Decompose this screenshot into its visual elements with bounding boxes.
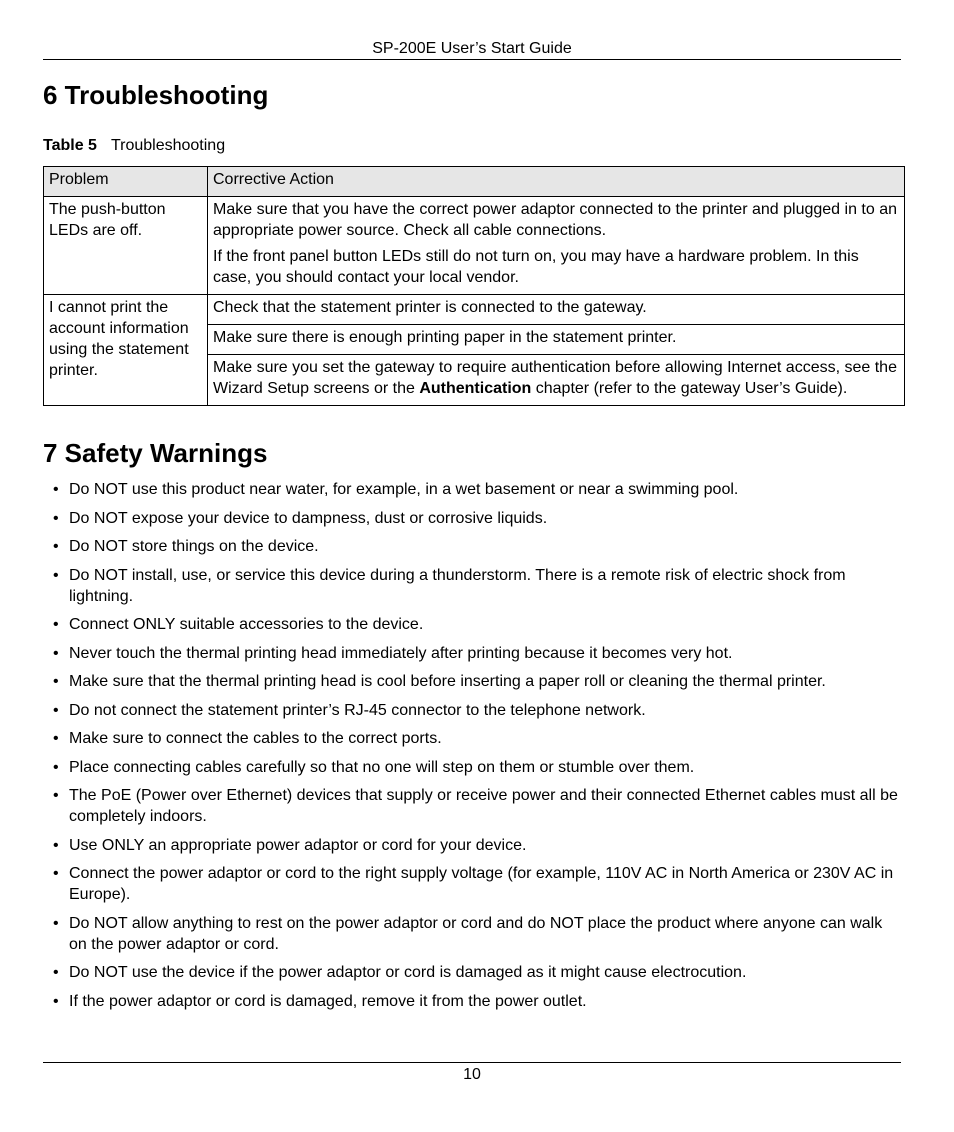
warning-text: Do NOT use this product near water, for example, in a wet basement or near a swimming pool. <box>69 481 739 498</box>
table-caption-text: Troubleshooting <box>110 137 226 154</box>
header-corrective-action: Corrective Action <box>208 167 905 197</box>
warning-text: If the power adaptor or cord is damaged, remove it from the power outlet. <box>69 992 587 1010</box>
list-item <box>43 835 903 856</box>
warning-text: Connect the power adaptor or cord to the right supply voltage (for example, 110V AC in North America or 230V AC in Europe). <box>69 865 894 903</box>
list-item <box>43 536 903 557</box>
page-number: 10 <box>463 1066 481 1083</box>
warning-text: Do NOT expose your device to dampness, dust or corrosive liquids. <box>69 509 548 527</box>
warning-text: Never touch the thermal printing head immediately after printing because it becomes very hot. <box>69 644 733 662</box>
running-header: SP-200E User’s Start Guide <box>372 40 572 57</box>
warning-text: Do NOT install, use, or service this device during a thunderstorm. There is a remote risk of electric shock from lightning. <box>69 566 846 605</box>
warning-text: Make sure to connect the cables to the correct ports. <box>69 730 442 747</box>
problem-cell: I cannot print the account information using the statement printer. <box>44 295 208 406</box>
bullet-icon: • <box>53 914 59 932</box>
bullet-icon: • <box>53 758 59 776</box>
bullet-icon: • <box>53 787 59 804</box>
list-item <box>43 863 903 905</box>
bullet-icon: • <box>53 616 59 633</box>
bullet-icon: • <box>53 509 59 527</box>
authentication-emphasis: Authentication <box>419 380 532 397</box>
header-rule <box>43 59 901 60</box>
list-item <box>43 671 903 692</box>
troubleshooting-table <box>43 166 905 406</box>
table-row <box>44 295 905 325</box>
action-cell: Make sure there is enough printing paper in the statement printer. <box>208 325 905 355</box>
bullet-icon: • <box>53 566 59 584</box>
bullet-icon: • <box>53 992 59 1010</box>
bullet-icon: • <box>53 538 59 555</box>
warning-text: Do not connect the statement printer’s RJ-45 connector to the telephone network. <box>69 701 646 719</box>
action-cell <box>208 355 905 406</box>
safety-warnings-list <box>43 479 903 1019</box>
list-item <box>43 565 903 607</box>
list-item <box>43 479 903 500</box>
warning-text: The PoE (Power over Ethernet) devices that supply or receive power and their connected Ethernet cables must all be completely indoors. <box>69 787 898 825</box>
list-item <box>43 962 903 983</box>
action-paragraph: Make sure that you have the correct power adaptor connected to the printer and plugged in to an appropriate power source. Check all cable connections. <box>213 201 897 239</box>
bullet-icon: • <box>53 673 59 690</box>
table-label: Table 5 <box>43 137 97 154</box>
list-item <box>43 913 903 955</box>
bullet-icon: • <box>53 481 59 498</box>
section-7-heading: 7 Safety Warnings <box>43 438 268 468</box>
section-6-heading: 6 Troubleshooting <box>43 80 269 110</box>
warning-text: Do NOT store things on the device. <box>69 538 319 555</box>
footer-rule <box>43 1062 901 1063</box>
bullet-icon: • <box>53 836 59 854</box>
bullet-icon: • <box>53 865 59 882</box>
bullet-icon: • <box>53 730 59 747</box>
list-item <box>43 643 903 664</box>
warning-text: Use ONLY an appropriate power adaptor or cord for your device. <box>69 836 527 854</box>
action-paragraph: If the front panel button LEDs still do not turn on, you may have a hardware problem. In this case, you should contact your local vendor. <box>213 248 859 286</box>
bullet-icon: • <box>53 644 59 662</box>
warning-text: Make sure that the thermal printing head is cool before inserting a paper roll or cleaning the thermal printer. <box>69 673 826 690</box>
action-text: Make sure you set the gateway to require authentication before allowing Internet access, see the Wizard Setup screens or the <box>213 359 897 397</box>
warning-text: Place connecting cables carefully so that no one will step on them or stumble over them. <box>69 758 695 776</box>
warning-text: Do NOT use the device if the power adaptor or cord is damaged as it might cause electrocution. <box>69 964 747 981</box>
list-item <box>43 614 903 635</box>
table-caption <box>43 136 225 156</box>
action-cell: Check that the statement printer is connected to the gateway. <box>208 295 905 325</box>
problem-cell: The push-button LEDs are off. <box>44 197 208 295</box>
bullet-icon: • <box>53 964 59 981</box>
action-text: chapter (refer to the gateway User’s Guide). <box>531 380 848 397</box>
list-item <box>43 785 903 827</box>
header-problem: Problem <box>44 167 208 197</box>
list-item <box>43 728 903 749</box>
list-item <box>43 508 903 529</box>
table-header-row <box>44 167 905 197</box>
warning-text: Do NOT allow anything to rest on the power adaptor or cord and do NOT place the product where anyone can walk on the power adaptor or cord. <box>69 914 883 953</box>
action-cell <box>208 197 905 295</box>
list-item <box>43 700 903 721</box>
warning-text: Connect ONLY suitable accessories to the device. <box>69 616 424 633</box>
list-item <box>43 991 903 1012</box>
list-item <box>43 757 903 778</box>
bullet-icon: • <box>53 701 59 719</box>
table-row <box>44 197 905 295</box>
